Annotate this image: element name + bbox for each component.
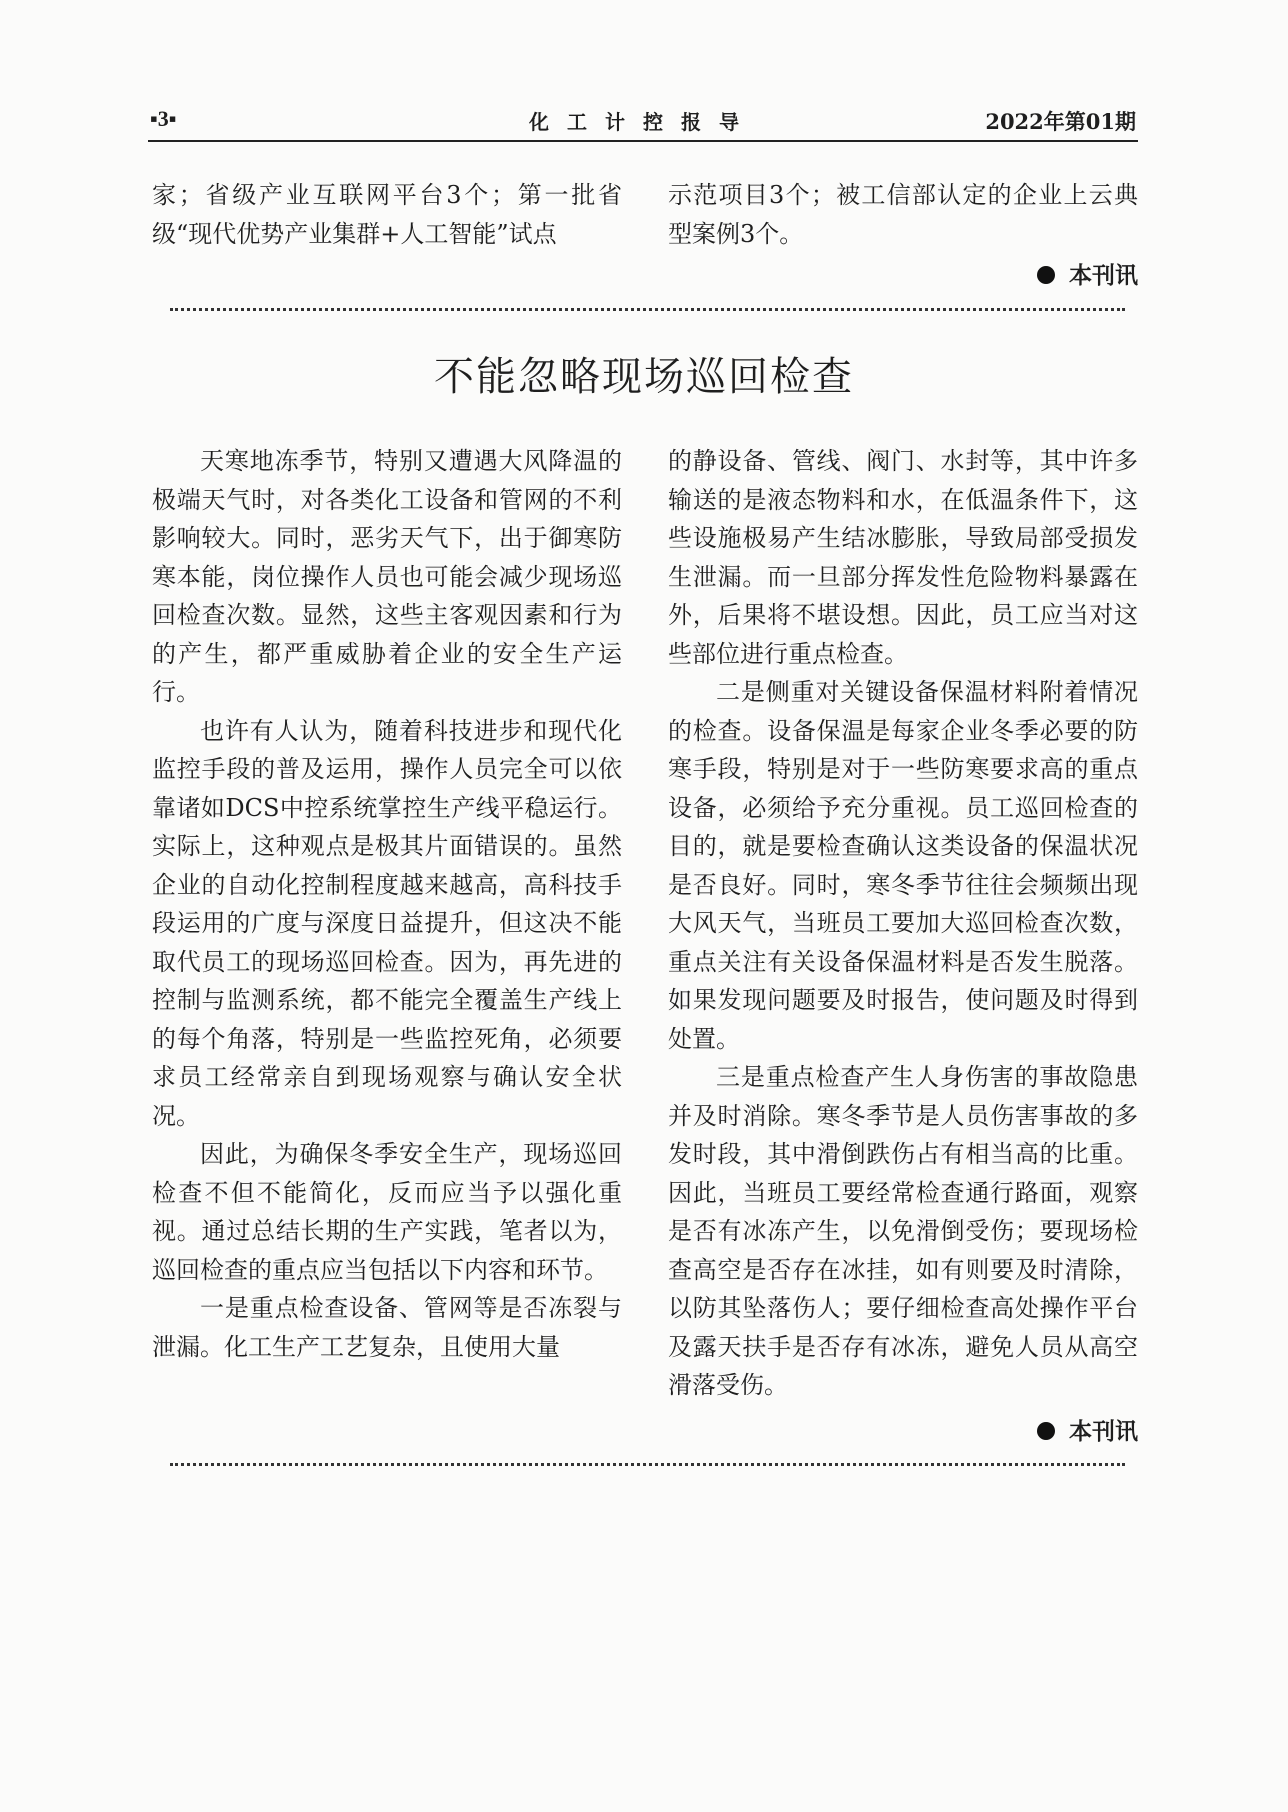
prev-article-text-right: 示范项目3个；被工信部认定的企业上云典型案例3个。	[668, 181, 1138, 248]
section-divider-top	[170, 308, 1125, 311]
bullet-icon	[1037, 1422, 1055, 1440]
prev-article-right-column	[668, 176, 1138, 253]
prev-article-text-left: 家；省级产业互联网平台3个；第一批省级“现代优势产业集群+人工智能”试点	[152, 181, 622, 248]
section-divider-bottom	[170, 1463, 1125, 1466]
article-byline	[1037, 1413, 1138, 1446]
article-paragraph: 天寒地冻季节，特别又遭遇大风降温的极端天气时，对各类化工设备和管网的不利影响较大。同时，恶劣天气下，出于御寒防寒本能，岗位操作人员也可能会减少现场巡回检查次数。显然，这些主客观因素和行为的产生，都严重威胁着企业的安全生产运行。	[152, 447, 622, 706]
article-paragraph: 因此，为确保冬季安全生产，现场巡回检查不但不能简化，反而应当予以强化重视。通过总结长期的生产实践，笔者以为，巡回检查的重点应当包括以下内容和环节。	[152, 1140, 622, 1284]
article-paragraph: 也许有人认为，随着科技进步和现代化监控手段的普及运用，操作人员完全可以依靠诸如DCS中控系统掌控生产线平稳运行。实际上，这种观点是极其片面错误的。虽然企业的自动化控制程度越来越高，高科技手段运用的广度与深度日益提升，但这决不能取代员工的现场巡回检查。因为，再先进的控制与监测系统，都不能完全覆盖生产线上的每个角落，特别是一些监控死角，必须要求员工经常亲自到现场观察与确认安全状况。	[152, 716, 622, 1130]
article-paragraph: 一是重点检查设备、管网等是否冻裂与泄漏。化工生产工艺复杂，且使用大量	[152, 1294, 622, 1361]
journal-name: 化工计控报导	[529, 110, 757, 134]
page-number: ▪3▪	[150, 106, 177, 131]
prev-article-byline-text: 本刊讯	[1069, 262, 1138, 289]
article-right-column	[668, 442, 1138, 1405]
prev-article-left-column	[152, 176, 622, 253]
article-left-column	[152, 442, 622, 1366]
article-paragraph: 的静设备、管线、阀门、水封等，其中许多输送的是液态物料和水，在低温条件下，这些设施极易产生结冰膨胀，导致局部受损发生泄漏。而一旦部分挥发性危险物料暴露在外，后果将不堪设想。因此，员工应当对这些部位进行重点检查。	[668, 447, 1138, 668]
article-title: 不能忽略现场巡回检查	[434, 354, 854, 400]
article-paragraph: 二是侧重对关键设备保温材料附着情况的检查。设备保温是每家企业冬季必要的防寒手段，特别是对于一些防寒要求高的重点设备，必须给予充分重视。员工巡回检查的目的，就是要检查确认这类设备的保温状况是否良好。同时，寒冬季节往往会频频出现大风天气，当班员工要加大巡回检查次数，重点关注有关设备保温材料是否发生脱落。如果发现问题要及时报告，使问题及时得到处置。	[668, 678, 1138, 1053]
bullet-icon	[1037, 266, 1055, 284]
prev-article-byline	[1037, 257, 1138, 290]
article-paragraph: 三是重点检查产生人身伤害的事故隐患并及时消除。寒冬季节是人员伤害事故的多发时段，其中滑倒跌伤占有相当高的比重。因此，当班员工要经常检查通行路面，观察是否有冰冻产生，以免滑倒受伤；要现场检查高空是否存在冰挂，如有则要及时清除，以防其坠落伤人；要仔细检查高处操作平台及露天扶手是否存有冰冻，避免人员从高空滑落受伤。	[668, 1063, 1138, 1399]
issue-label: 2022年第01期	[985, 109, 1136, 134]
page-header	[148, 100, 1138, 142]
article-byline-text: 本刊讯	[1069, 1418, 1138, 1445]
